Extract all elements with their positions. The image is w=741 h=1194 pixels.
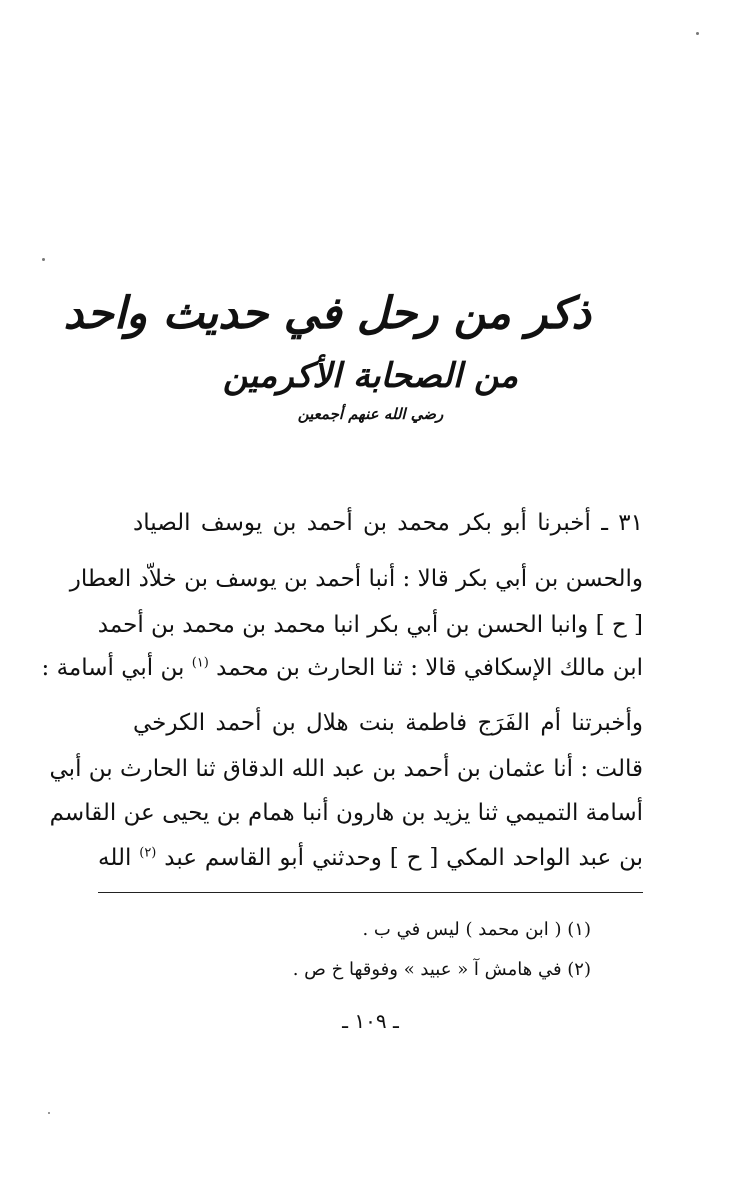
body-line-5: وأخبرتنا أم الفَرَج فاطمة بنت هلال بن أحمد الكرخي	[133, 710, 643, 736]
body-line-8	[98, 843, 643, 873]
body-line-2: والحسن بن أبي بكر قالا : أنبا أحمد بن يوسف بن خلاّد العطار	[69, 566, 643, 592]
body-line-8-tail: الله	[98, 845, 132, 871]
body-line-8-text: بن عبد الواحد المكي [ ح ] وحدثني أبو القاسم عبد	[164, 845, 643, 871]
chapter-subtitle: من الصحابة الأكرمين	[222, 356, 519, 396]
footnote-divider	[98, 892, 643, 893]
body-line-6: قالت : أنا عثمان بن أحمد بن عبد الله الدقاق ثنا الحارث بن أبي	[49, 756, 643, 782]
page-number: ـ ١٠٩ ـ	[342, 1009, 399, 1033]
scan-speck	[696, 32, 699, 35]
body-line-7: أسامة التميمي ثنا يزيد بن هارون أنبا همام بن يحيى عن القاسم	[49, 800, 643, 826]
scan-speck	[42, 258, 45, 261]
footnote-ref-2: (٢)	[139, 845, 157, 861]
scan-speck	[48, 1112, 50, 1114]
footnote-1: (١) ( ابن محمد ) ليس في ب .	[362, 919, 591, 940]
footnote-ref-1: (١)	[191, 655, 209, 671]
body-line-4	[41, 653, 643, 683]
body-line-1: ٣١ ـ أخبرنا أبو بكر محمد بن أحمد بن يوسف الصياد	[133, 510, 643, 536]
chapter-title: ذكر من رحل في حديث واحد	[63, 288, 591, 339]
body-line-3: [ ح ] وانبا الحسن بن أبي بكر انبا محمد بن محمد بن أحمد	[97, 612, 643, 638]
footnote-2: (٢) في هامش آ « عبيد » وفوقها خ ص .	[292, 959, 591, 980]
chapter-blessing: رضي الله عنهم أجمعين	[297, 405, 444, 423]
body-line-4-tail: بن أبي أسامة :	[41, 655, 185, 681]
body-line-4-text: ابن مالك الإسكافي قالا : ثنا الحارث بن محمد	[216, 655, 643, 681]
